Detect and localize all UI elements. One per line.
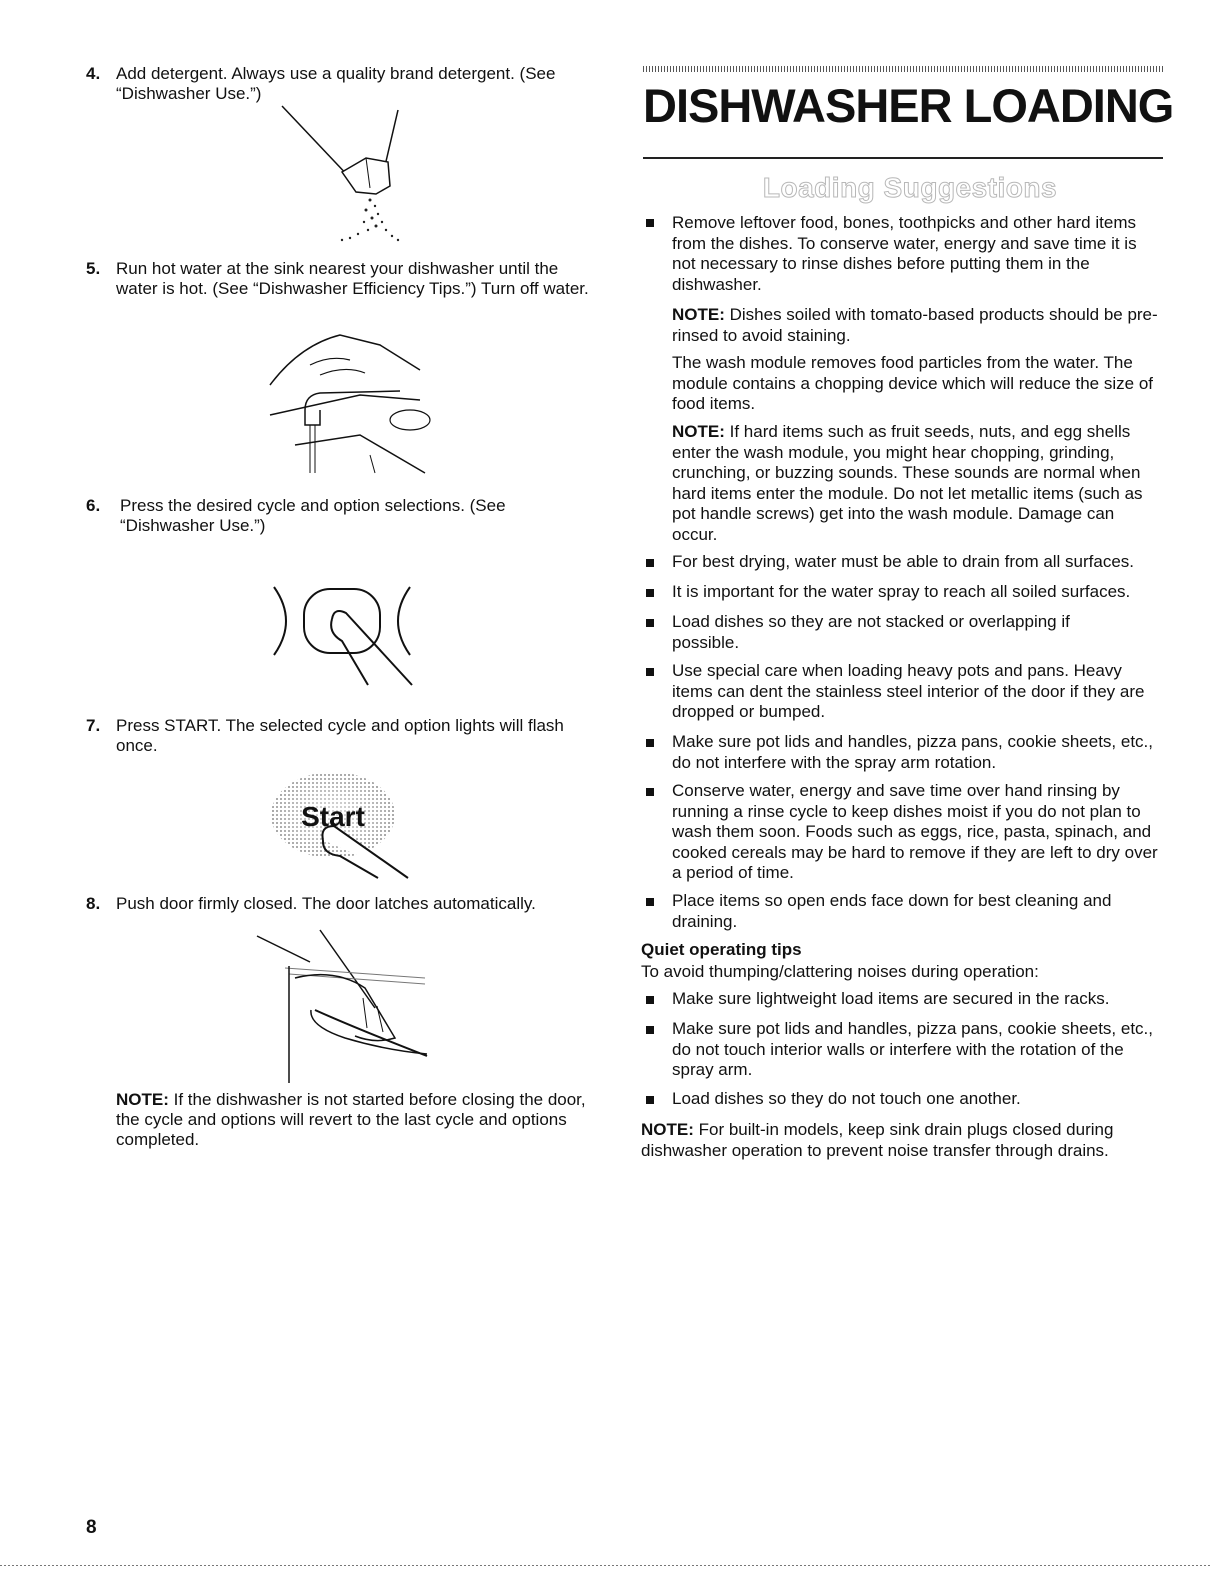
start-button-illustration	[268, 770, 418, 880]
detergent-pour-illustration	[280, 100, 420, 250]
subsection-title: Loading Suggestions	[762, 172, 1058, 203]
press-button-illustration	[262, 585, 422, 695]
step-number: 8.	[86, 894, 101, 913]
quiet-tips-intro: To avoid thumping/clattering noises during operation:	[641, 962, 1039, 981]
bullet-text: Make sure pot lids and handles, pizza pans, cookie sheets, etc., do not touch interior walls or interfere with the rotation of the spray arm.	[672, 1019, 1153, 1079]
bullet-icon	[646, 668, 654, 676]
note-label: NOTE:	[672, 422, 725, 441]
note-body: Dishes soiled with tomato-based products should be pre-rinsed to avoid staining.	[672, 305, 1158, 345]
bullet-text: Remove leftover food, bones, toothpicks and other hard items from the dishes. To conserve water, energy and save time it is not necessary to rinse dishes before putting them in the dishwasher.	[672, 213, 1137, 294]
bullet-icon	[646, 739, 654, 747]
quiet-tips-heading: Quiet operating tips	[641, 940, 802, 959]
step-7-text: Press START. The selected cycle and option lights will flash once.	[116, 716, 564, 755]
bullet-icon	[646, 996, 654, 1004]
start-button-label: Start	[301, 801, 365, 832]
bullet-icon	[646, 1096, 654, 1104]
note-text	[116, 1090, 596, 1150]
bullet-text: For best drying, water must be able to drain from all surfaces.	[672, 552, 1135, 571]
step-number: 7.	[86, 716, 101, 735]
bullet-text: Use special care when loading heavy pots and pans. Heavy items can dent the stainless steel interior of the door if they are dropped or bumped.	[672, 661, 1145, 721]
note-label: NOTE:	[116, 1090, 169, 1109]
bottom-edge-rule	[0, 1565, 1211, 1566]
bullet-icon	[646, 1026, 654, 1034]
faucet-hand-illustration	[250, 325, 440, 475]
note-label: NOTE:	[672, 305, 725, 324]
bullet-icon	[646, 898, 654, 906]
note-label: NOTE:	[641, 1120, 694, 1139]
bullet-text: Load dishes so they do not touch one another.	[672, 1089, 1021, 1108]
title-rule	[643, 157, 1163, 159]
bullet-text: Make sure lightweight load items are secured in the racks.	[672, 989, 1110, 1008]
bullet-text: It is important for the water spray to reach all soiled surfaces.	[672, 582, 1131, 601]
step-number: 5.	[86, 259, 101, 278]
step-number: 6.	[86, 496, 101, 515]
bullet-text: Make sure pot lids and handles, pizza pans, cookie sheets, etc., do not interfere with the spray arm rotation.	[672, 732, 1153, 772]
bullet-icon	[646, 619, 654, 627]
step-number: 4.	[86, 64, 101, 83]
note-body: If hard items such as fruit seeds, nuts, and egg shells enter the wash module, you might hear chopping, grinding, crunching, or buzzing sounds. These sounds are normal when hard items enter the module. Do not let metallic items (such as pot handle screws) get into the wash module. Damage can occur.	[672, 422, 1143, 544]
note-text	[641, 1120, 1165, 1161]
bullet-text: Place items so open ends face down for best cleaning and draining.	[672, 891, 1112, 931]
bullet-text: Load dishes so they are not stacked or overlapping if possible.	[672, 612, 1070, 652]
step-6-text: Press the desired cycle and option selections. (See “Dishwasher Use.”)	[120, 496, 506, 535]
note-body: For built-in models, keep sink drain plugs closed during dishwasher operation to prevent noise transfer through drains.	[641, 1120, 1114, 1160]
bullet-icon	[646, 788, 654, 796]
note-text	[672, 422, 1164, 545]
paragraph-text: The wash module removes food particles from the water. The module contains a chopping device which will reduce the size of food items.	[672, 353, 1153, 413]
bullet-icon	[646, 219, 654, 227]
section-title: DISHWASHER LOADING	[643, 79, 1174, 132]
closing-door-illustration	[255, 928, 435, 1088]
bullet-icon	[646, 559, 654, 567]
note-body: If the dishwasher is not started before closing the door, the cycle and options will revert to the last cycle and options completed.	[116, 1090, 586, 1149]
note-text	[672, 305, 1164, 346]
step-5-text: Run hot water at the sink nearest your dishwasher until the water is hot. (See “Dishwasher Efficiency Tips.”) Turn off water.	[116, 259, 589, 298]
step-8-text: Push door firmly closed. The door latches automatically.	[116, 894, 536, 913]
bullet-icon	[646, 589, 654, 597]
page-number: 8	[86, 1517, 97, 1538]
bullet-text: Conserve water, energy and save time over hand rinsing by running a rinse cycle to keep dishes moist if you do not plan to wash them soon. Foods such as eggs, rice, pasta, spinach, and cooked cereals may be hard to remove if they are left to dry over a period of time.	[672, 781, 1158, 882]
step-4-text: Add detergent. Always use a quality brand detergent. (See “Dishwasher Use.”)	[116, 64, 556, 103]
title-dotted-rule	[643, 66, 1163, 72]
